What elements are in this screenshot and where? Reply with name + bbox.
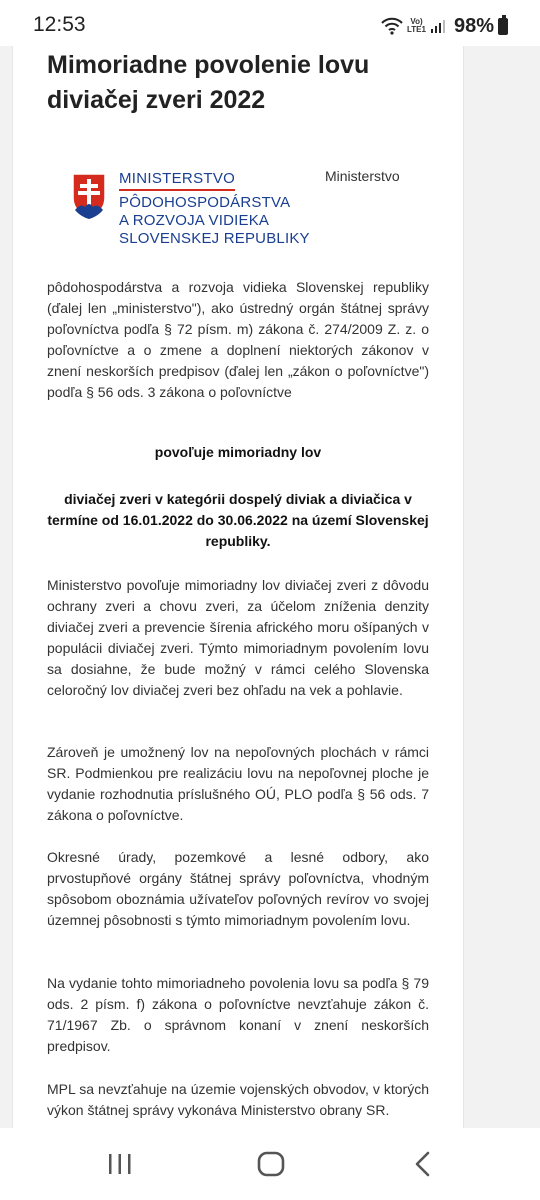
paragraph-1: Ministerstvo povoľuje mimoriadny lov diviačej zveri z dôvodu ochrany zveri a chovu zveri, za účelom zníženia denzity diviačej zveri a prevencie šírenia afrického moru ošípaných v populácii diviačej zveri. Týmto mimoriadnym povolením lovu sa dosiahne, že bude možný v rámci celého Slovenska celoročný lov diviačej zveri bez ohľadu na vek a pohlavie. (47, 577, 429, 698)
battery-icon (498, 18, 508, 35)
home-button[interactable] (241, 1148, 301, 1180)
recents-button[interactable] (90, 1148, 150, 1180)
intro-paragraph: pôdohospodárstva a rozvoja vidieka Slovenskej republiky (ďalej len „ministerstvo"), ako ústredný orgán štátnej správy poľovníctva podľa § 72 písm. m) zákona č. 274/2009 Z. z. o poľovníctve a o zmene a doplnení niektorých zákonov v znení neskorších predpisov (ďalej len „zákon o poľovníctve") podľa § 56 ods. 3 zákona o poľovníctve (47, 279, 429, 400)
status-icons (381, 14, 508, 38)
wifi-icon (381, 17, 403, 35)
logo-text-line2: PÔDOHOSPODÁRSTVA (119, 194, 291, 211)
article-title: Mimoriadne povolenie lovu diviačej zveri 2022 (47, 51, 370, 114)
paragraph-3: Okresné úrady, pozemkové a lesné odbory, ako prvostupňové orgány štátnej správy poľovníctva, vhodným spôsobom oboznámia užívateľov poľovných revírov vo svojej územnej pôsobnosti s týmto mimoriadnym povolením lovu. (47, 849, 429, 928)
paragraph-4: Na vydanie tohto mimoriadneho povolenia lovu sa podľa § 79 ods. 2 písm. f) zákona o poľovníctve nevzťahuje zákon č. 71/1967 Zb. o správnom konaní v znení neskorších predpisov. (47, 975, 429, 1054)
ministry-logo (71, 170, 311, 250)
signal-icon (430, 18, 446, 34)
decree-heading: povoľuje mimoriadny lov (154, 444, 322, 460)
logo-text-line1: MINISTERSTVO (119, 170, 236, 187)
logo-text-line3: A ROZVOJA VIDIEKA (119, 212, 270, 229)
slovak-crest-icon (71, 172, 107, 220)
navigation-bar (0, 1128, 540, 1200)
decree-detail: diviačej zveri v kategórii dospelý diviak a diviačica v termíne od 16.01.2022 do 30.06.2022 na území Slovenskej republiky. (47, 491, 429, 549)
back-button[interactable] (393, 1148, 453, 1180)
battery-level (500, 20, 506, 33)
article-card (12, 46, 464, 1128)
back-icon (413, 1151, 433, 1177)
status-time: 12:53 (33, 13, 86, 36)
battery-percent: 98% (453, 14, 494, 37)
paragraph-2: Zároveň je umožnený lov na nepoľovných plochách v rámci SR. Podmienkou pre realizáciu lovu na nepoľovnej ploche je vydanie rozhodnutia príslušného OÚ, PLO podľa § 56 ods. 7 zákona o poľovníctve. (47, 744, 429, 823)
logo-text-line4: SLOVENSKEJ REPUBLIKY (119, 230, 310, 247)
lte-label: LTE1 (407, 25, 426, 34)
volte-label: Vo) (410, 17, 423, 26)
logo-side-text: Ministerstvo (325, 168, 400, 184)
recents-icon (107, 1152, 133, 1176)
logo-rule (119, 189, 235, 191)
paragraph-5: MPL sa nevzťahuje na územie vojenských obvodov, v ktorých výkon štátnej správy vykonáva Ministerstvo obrany SR. (47, 1081, 429, 1118)
home-icon (257, 1151, 285, 1177)
network-type-label (407, 18, 426, 34)
status-bar (0, 0, 540, 46)
